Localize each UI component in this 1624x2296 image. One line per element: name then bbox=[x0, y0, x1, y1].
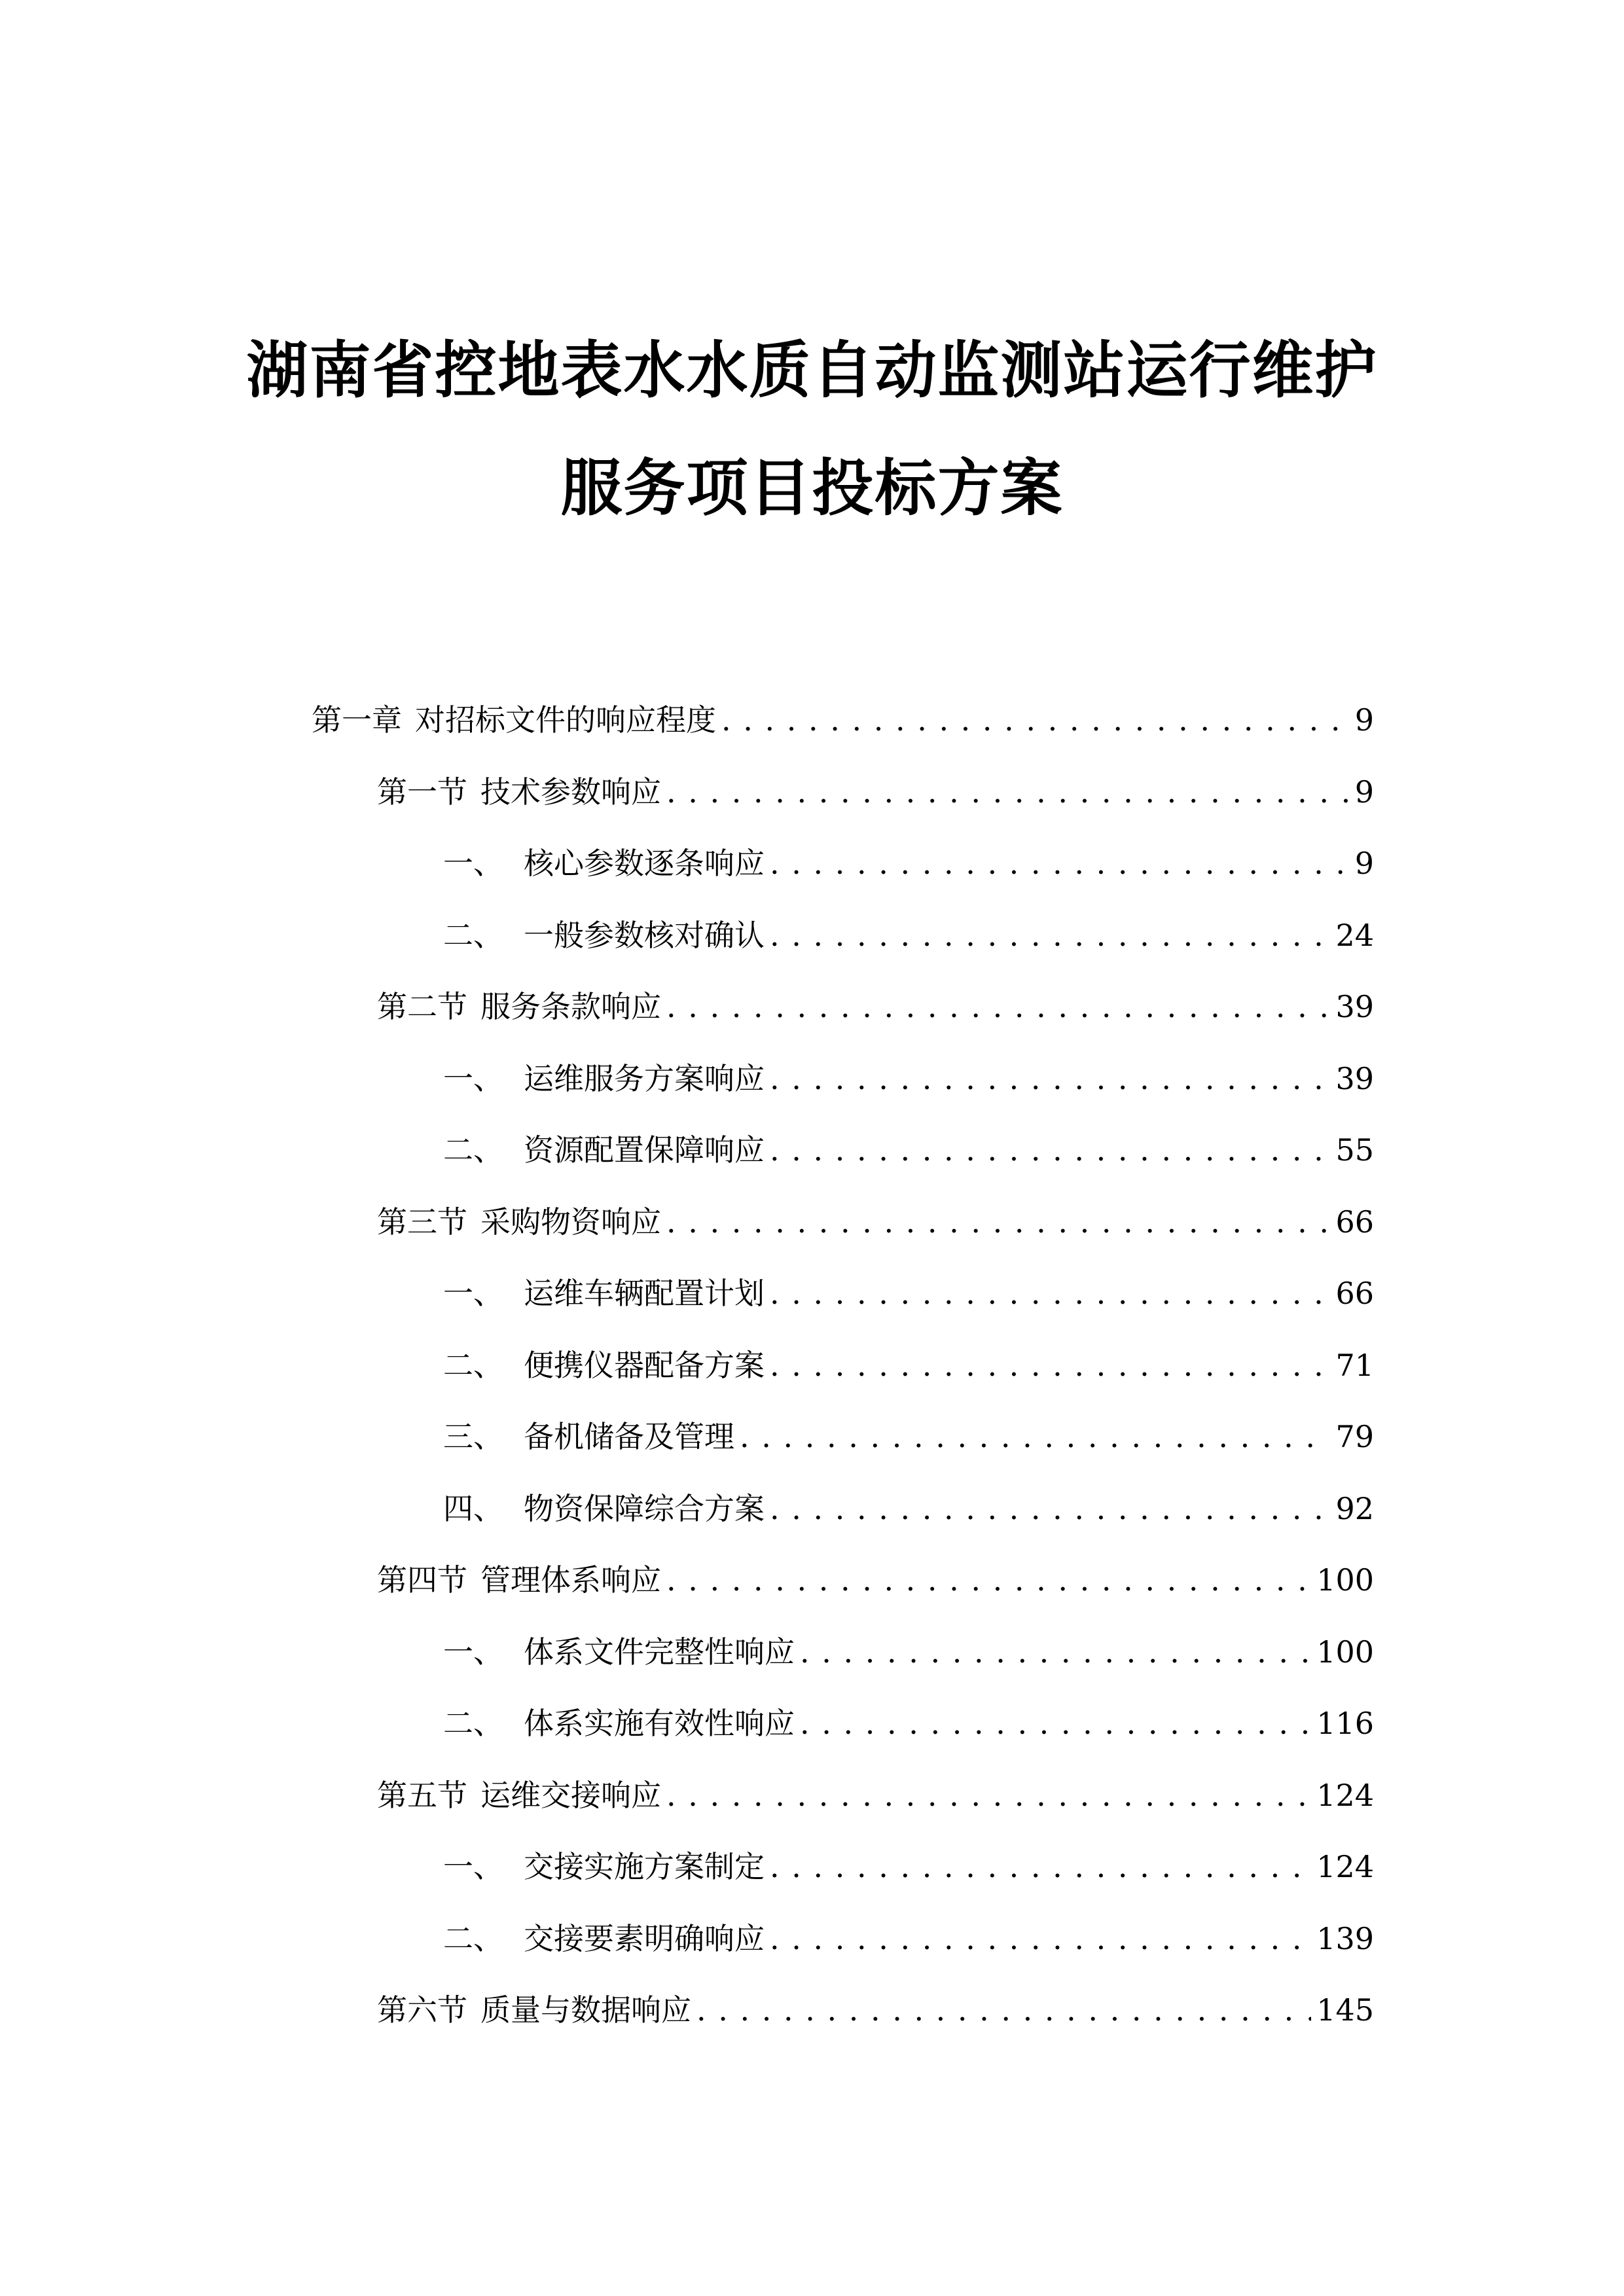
toc-entry[interactable] bbox=[377, 1560, 1374, 1600]
dot-leader bbox=[666, 1776, 1311, 1815]
toc-entry-page-number: 145 bbox=[1316, 1992, 1374, 2028]
dot-leader bbox=[800, 1632, 1311, 1672]
toc-entry-page-number: 124 bbox=[1316, 1849, 1374, 1884]
toc-entry[interactable] bbox=[377, 1776, 1374, 1815]
toc-entry-title: 备机储备及管理 bbox=[524, 1419, 734, 1454]
toc-entry-title: 采购物资响应 bbox=[480, 1204, 661, 1240]
toc-entry-title: 便携仪器配备方案 bbox=[524, 1347, 765, 1383]
toc-entry-title: 管理体系响应 bbox=[480, 1562, 661, 1598]
toc-entry-title: 物资保障综合方案 bbox=[524, 1490, 765, 1526]
toc-entry-number: 一、 bbox=[443, 846, 503, 881]
toc-entry-page-number: 71 bbox=[1335, 1347, 1374, 1383]
toc-entry[interactable] bbox=[377, 772, 1374, 812]
toc-entry-title: 技术参数响应 bbox=[480, 774, 661, 810]
toc-entry-number: 一、 bbox=[443, 1060, 503, 1096]
toc-entry-number: 二、 bbox=[443, 1132, 503, 1168]
toc-entry-title: 运维服务方案响应 bbox=[524, 1060, 765, 1096]
toc-entry-page-number: 66 bbox=[1335, 1204, 1374, 1240]
dot-leader bbox=[770, 1847, 1311, 1886]
toc-entry[interactable] bbox=[443, 844, 1374, 883]
toc-entry[interactable] bbox=[443, 1847, 1374, 1886]
dot-leader bbox=[770, 1919, 1311, 1958]
toc-entry[interactable] bbox=[377, 987, 1374, 1026]
toc-entry-page-number: 116 bbox=[1316, 1706, 1374, 1741]
toc-entry-number: 第四节 bbox=[377, 1562, 467, 1598]
toc-entry-number: 四、 bbox=[443, 1490, 503, 1526]
toc-entry[interactable] bbox=[443, 1417, 1374, 1456]
dot-leader bbox=[721, 700, 1350, 740]
toc-entry-title: 核心参数逐条响应 bbox=[524, 846, 765, 881]
toc-entry-number: 第二节 bbox=[377, 989, 467, 1024]
toc-entry[interactable] bbox=[443, 1059, 1374, 1098]
toc-entry-number: 二、 bbox=[443, 917, 503, 953]
toc-entry-title: 运维交接响应 bbox=[480, 1777, 661, 1813]
dot-leader bbox=[666, 987, 1330, 1026]
toc-entry-page-number: 39 bbox=[1335, 1060, 1374, 1096]
toc-entry-page-number: 79 bbox=[1335, 1419, 1374, 1454]
dot-leader bbox=[770, 1059, 1330, 1098]
toc-entry-number: 第六节 bbox=[377, 1992, 467, 2028]
toc-entry-number: 第一章 bbox=[312, 702, 402, 738]
toc-entry-title: 交接要素明确响应 bbox=[524, 1920, 765, 1956]
dot-leader bbox=[666, 772, 1350, 812]
toc-entry-title: 质量与数据响应 bbox=[480, 1992, 691, 2028]
toc-entry-title: 一般参数核对确认 bbox=[524, 917, 765, 953]
toc-entry[interactable] bbox=[312, 700, 1374, 740]
toc-entry-title: 资源配置保障响应 bbox=[524, 1132, 765, 1168]
toc-entry-number: 第五节 bbox=[377, 1777, 467, 1813]
toc-entry-number: 二、 bbox=[443, 1920, 503, 1956]
dot-leader bbox=[770, 1346, 1330, 1385]
dot-leader bbox=[770, 1489, 1330, 1528]
toc-entry-number: 三、 bbox=[443, 1419, 503, 1454]
toc-entry-page-number: 139 bbox=[1316, 1920, 1374, 1956]
dot-leader bbox=[770, 844, 1350, 883]
toc-entry-page-number: 39 bbox=[1335, 989, 1374, 1024]
toc-entry-page-number: 66 bbox=[1335, 1276, 1374, 1311]
document-title-line-2: 服务项目投标方案 bbox=[560, 453, 1064, 524]
toc-entry-page-number: 100 bbox=[1316, 1634, 1374, 1670]
toc-entry-page-number: 124 bbox=[1316, 1777, 1374, 1813]
toc-entry-page-number: 55 bbox=[1335, 1132, 1374, 1168]
toc-entry[interactable] bbox=[377, 1202, 1374, 1242]
toc-entry-number: 第三节 bbox=[377, 1204, 467, 1240]
toc-entry-title: 对招标文件的响应程度 bbox=[415, 702, 716, 738]
toc-entry-number: 二、 bbox=[443, 1347, 503, 1383]
toc-entry-page-number: 9 bbox=[1354, 702, 1374, 738]
toc-entry[interactable] bbox=[443, 1632, 1374, 1672]
toc-entry[interactable] bbox=[443, 1704, 1374, 1743]
dot-leader bbox=[770, 1274, 1330, 1313]
toc-entry-title: 交接实施方案制定 bbox=[524, 1849, 765, 1884]
toc-entry-number: 一、 bbox=[443, 1276, 503, 1311]
dot-leader bbox=[800, 1704, 1311, 1743]
toc-entry[interactable] bbox=[443, 1489, 1374, 1528]
toc-entry-number: 二、 bbox=[443, 1706, 503, 1741]
toc-entry-page-number: 24 bbox=[1335, 917, 1374, 953]
dot-leader bbox=[770, 916, 1330, 955]
toc-entry-number: 一、 bbox=[443, 1849, 503, 1884]
toc-entry-page-number: 100 bbox=[1316, 1562, 1374, 1598]
toc-entry-title: 服务条款响应 bbox=[480, 989, 661, 1024]
toc-entry[interactable] bbox=[443, 1346, 1374, 1385]
toc-entry[interactable] bbox=[377, 1990, 1374, 2030]
toc-entry-page-number: 9 bbox=[1354, 846, 1374, 881]
toc-entry[interactable] bbox=[443, 1274, 1374, 1313]
document-title-line-1: 湖南省控地表水水质自动监测站运行维护 bbox=[246, 335, 1378, 406]
dot-leader bbox=[666, 1560, 1311, 1600]
dot-leader bbox=[770, 1130, 1330, 1170]
toc-entry-title: 运维车辆配置计划 bbox=[524, 1276, 765, 1311]
dot-leader bbox=[696, 1990, 1311, 2030]
toc-entry[interactable] bbox=[443, 1919, 1374, 1958]
dot-leader bbox=[666, 1202, 1330, 1242]
toc-entry-number: 第一节 bbox=[377, 774, 467, 810]
toc-entry-number: 一、 bbox=[443, 1634, 503, 1670]
toc-entry-title: 体系实施有效性响应 bbox=[524, 1706, 795, 1741]
toc-entry[interactable] bbox=[443, 916, 1374, 955]
toc-entry-page-number: 92 bbox=[1335, 1490, 1374, 1526]
toc-entry-title: 体系文件完整性响应 bbox=[524, 1634, 795, 1670]
toc-entry[interactable] bbox=[443, 1130, 1374, 1170]
dot-leader bbox=[740, 1417, 1330, 1456]
toc-entry-page-number: 9 bbox=[1354, 774, 1374, 810]
